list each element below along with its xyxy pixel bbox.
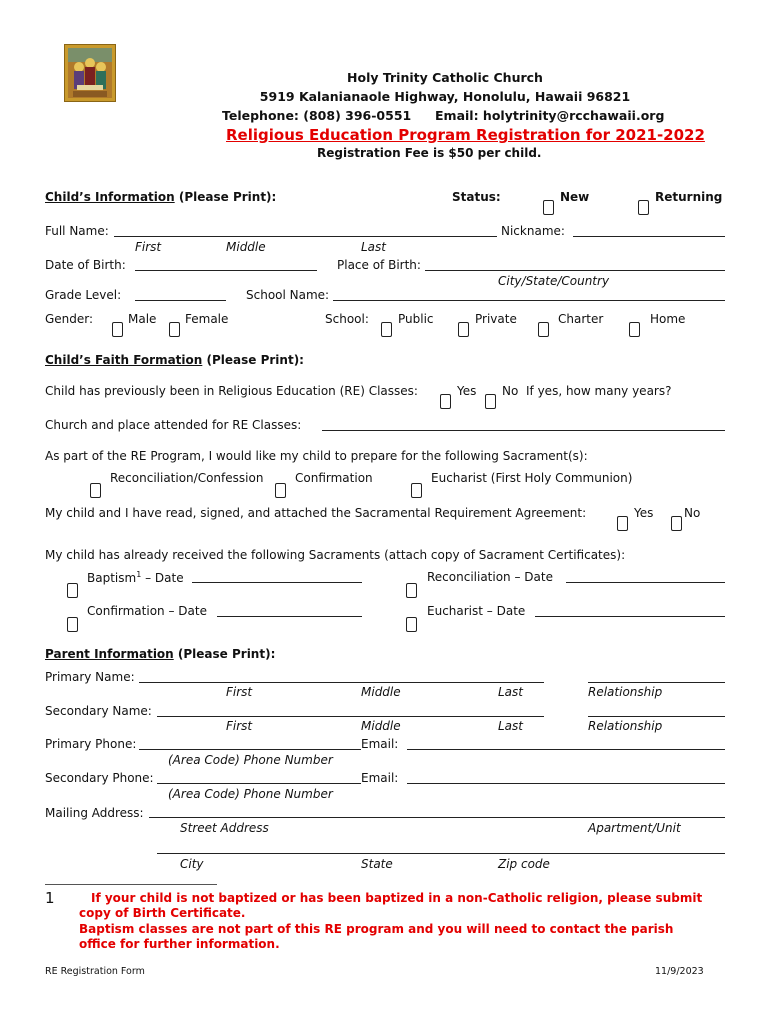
confirmation-date-field[interactable] bbox=[217, 616, 362, 617]
program-title: Religious Education Program Registration for 2021-2022 bbox=[226, 126, 705, 144]
secondary-phone-label: Secondary Phone: bbox=[45, 771, 154, 785]
prepare-confirmation-checkbox[interactable] bbox=[275, 483, 286, 498]
reconciliation-checkbox[interactable] bbox=[406, 583, 417, 598]
agreement-yes-label: Yes bbox=[634, 506, 654, 520]
nickname-label: Nickname: bbox=[501, 224, 565, 238]
previous-re-label: Child has previously been in Religious Education (RE) Classes: bbox=[45, 384, 418, 398]
secondary-email-field[interactable] bbox=[407, 783, 725, 784]
footer-date: 11/9/2023 bbox=[655, 966, 704, 977]
previous-re-yes-label: Yes bbox=[457, 384, 477, 398]
primary-email-label: Email: bbox=[361, 737, 399, 751]
prepare-eucharist-label: Eucharist (First Holy Communion) bbox=[431, 471, 633, 485]
gender-female-label: Female bbox=[185, 312, 229, 326]
agreement-no-checkbox[interactable] bbox=[671, 516, 682, 531]
primary-phone-label: Primary Phone: bbox=[45, 737, 137, 751]
how-many-years-label: If yes, how many years? bbox=[526, 384, 672, 398]
church-email: Email: holytrinity@rcchawaii.org bbox=[435, 108, 665, 123]
primary-last-hint: Last bbox=[498, 685, 523, 699]
secondary-name-field[interactable] bbox=[157, 716, 544, 717]
zip-hint: Zip code bbox=[498, 857, 550, 871]
nickname-field[interactable] bbox=[573, 236, 725, 237]
church-telephone: Telephone: (808) 396-0551 bbox=[222, 108, 412, 123]
primary-first-hint: First bbox=[226, 685, 253, 699]
secondary-relationship-field[interactable] bbox=[588, 716, 725, 717]
secondary-name-label: Secondary Name: bbox=[45, 704, 152, 718]
agreement-yes-checkbox[interactable] bbox=[617, 516, 628, 531]
registration-fee: Registration Fee is $50 per child. bbox=[317, 146, 542, 160]
apartment-unit-hint: Apartment/Unit bbox=[588, 821, 681, 835]
previous-re-no-checkbox[interactable] bbox=[485, 394, 496, 409]
primary-name-field[interactable] bbox=[139, 682, 544, 683]
gender-male-label: Male bbox=[128, 312, 157, 326]
church-attended-field[interactable] bbox=[322, 430, 725, 431]
full-name-label: Full Name: bbox=[45, 224, 109, 238]
status-returning-checkbox[interactable] bbox=[638, 200, 649, 215]
gender-male-checkbox[interactable] bbox=[112, 322, 123, 337]
eucharist-date-field[interactable] bbox=[535, 616, 725, 617]
received-label: My child has already received the following Sacraments (attach copy of Sacrament Certificates): bbox=[45, 548, 626, 562]
pob-field[interactable] bbox=[425, 270, 725, 271]
primary-email-field[interactable] bbox=[407, 749, 725, 750]
reconciliation-date-field[interactable] bbox=[566, 582, 725, 583]
city-state-zip-field[interactable] bbox=[157, 853, 725, 854]
primary-phone-field[interactable] bbox=[139, 749, 361, 750]
child-last-hint: Last bbox=[361, 240, 386, 254]
school-private-label: Private bbox=[475, 312, 517, 326]
footnote-line-4: office for further information. bbox=[79, 937, 280, 951]
prepare-reconciliation-checkbox[interactable] bbox=[90, 483, 101, 498]
footnote-ref: 1 bbox=[136, 570, 142, 579]
status-returning-label: Returning bbox=[655, 190, 723, 204]
school-charter-checkbox[interactable] bbox=[538, 322, 549, 337]
street-address-hint: Street Address bbox=[180, 821, 269, 835]
church-name: Holy Trinity Catholic Church bbox=[347, 70, 543, 85]
street-address-field[interactable] bbox=[149, 817, 725, 818]
eucharist-checkbox[interactable] bbox=[406, 617, 417, 632]
dob-label: Date of Birth: bbox=[45, 258, 126, 272]
status-new-label: New bbox=[560, 190, 590, 204]
school-charter-label: Charter bbox=[558, 312, 604, 326]
school-private-checkbox[interactable] bbox=[458, 322, 469, 337]
previous-re-no-label: No bbox=[502, 384, 519, 398]
prepare-eucharist-checkbox[interactable] bbox=[411, 483, 422, 498]
school-public-checkbox[interactable] bbox=[381, 322, 392, 337]
secondary-first-hint: First bbox=[226, 719, 253, 733]
city-hint: City bbox=[180, 857, 204, 871]
confirmation-checkbox[interactable] bbox=[67, 617, 78, 632]
city-state-country-hint: City/State/Country bbox=[498, 274, 610, 288]
pob-label: Place of Birth: bbox=[337, 258, 421, 272]
reconciliation-date-label: Reconciliation – Date bbox=[427, 570, 553, 584]
mailing-address-label: Mailing Address: bbox=[45, 806, 144, 820]
footnote-line-1: If your child is not baptized or has been baptized in a non-Catholic religion, please submit bbox=[91, 891, 703, 905]
faith-heading: Child’s Faith Formation (Please Print): bbox=[45, 353, 304, 367]
full-name-field[interactable] bbox=[114, 236, 497, 237]
school-name-field[interactable] bbox=[333, 300, 725, 301]
secondary-middle-hint: Middle bbox=[361, 719, 401, 733]
church-attended-label: Church and place attended for RE Classes: bbox=[45, 418, 302, 432]
baptism-date-label: Baptism$^1$ – Date bbox=[87, 570, 184, 585]
secondary-last-hint: Last bbox=[498, 719, 523, 733]
agreement-no-label: No bbox=[684, 506, 701, 520]
church-address: 5919 Kalanianaole Highway, Honolulu, Hawaii 96821 bbox=[259, 89, 631, 104]
prepare-for-label: As part of the RE Program, I would like my child to prepare for the following Sacrament(s): bbox=[45, 449, 588, 463]
footnote-divider bbox=[45, 884, 217, 885]
footnote-line-2: copy of Birth Certificate. bbox=[79, 906, 246, 920]
status-label: Status: bbox=[452, 190, 501, 204]
child-first-hint: First bbox=[135, 240, 162, 254]
baptism-checkbox[interactable] bbox=[67, 583, 78, 598]
primary-phone-hint: (Area Code) Phone Number bbox=[168, 753, 333, 767]
previous-re-yes-checkbox[interactable] bbox=[440, 394, 451, 409]
dob-field[interactable] bbox=[135, 270, 317, 271]
child-info-heading: Child’s Information (Please Print): bbox=[45, 190, 277, 204]
prepare-confirmation-label: Confirmation bbox=[295, 471, 373, 485]
secondary-phone-field[interactable] bbox=[157, 783, 361, 784]
school-public-label: Public bbox=[398, 312, 434, 326]
state-hint: State bbox=[361, 857, 393, 871]
baptism-date-field[interactable] bbox=[192, 582, 362, 583]
eucharist-date-label: Eucharist – Date bbox=[427, 604, 526, 618]
school-type-label: School: bbox=[325, 312, 369, 326]
grade-field[interactable] bbox=[135, 300, 226, 301]
child-middle-hint: Middle bbox=[226, 240, 266, 254]
secondary-email-label: Email: bbox=[361, 771, 399, 785]
agreement-label: My child and I have read, signed, and attached the Sacramental Requirement Agreement: bbox=[45, 506, 587, 520]
secondary-phone-hint: (Area Code) Phone Number bbox=[168, 787, 333, 801]
gender-female-checkbox[interactable] bbox=[169, 322, 180, 337]
parent-heading: Parent Information (Please Print): bbox=[45, 647, 276, 661]
primary-middle-hint: Middle bbox=[361, 685, 401, 699]
grade-label: Grade Level: bbox=[45, 288, 122, 302]
prepare-reconciliation-label: Reconciliation/Confession bbox=[110, 471, 264, 485]
footer-form-name: RE Registration Form bbox=[45, 966, 145, 977]
status-new-checkbox[interactable] bbox=[543, 200, 554, 215]
secondary-relationship-hint: Relationship bbox=[588, 719, 663, 733]
primary-relationship-field[interactable] bbox=[588, 682, 725, 683]
school-home-checkbox[interactable] bbox=[629, 322, 640, 337]
school-home-label: Home bbox=[650, 312, 686, 326]
footnote-marker: 1 bbox=[45, 889, 55, 907]
primary-name-label: Primary Name: bbox=[45, 670, 135, 684]
gender-label: Gender: bbox=[45, 312, 94, 326]
school-name-label: School Name: bbox=[246, 288, 330, 302]
footnote-line-3: Baptism classes are not part of this RE program and you will need to contact the parish bbox=[79, 922, 674, 936]
primary-relationship-hint: Relationship bbox=[588, 685, 663, 699]
confirmation-date-label: Confirmation – Date bbox=[87, 604, 207, 618]
